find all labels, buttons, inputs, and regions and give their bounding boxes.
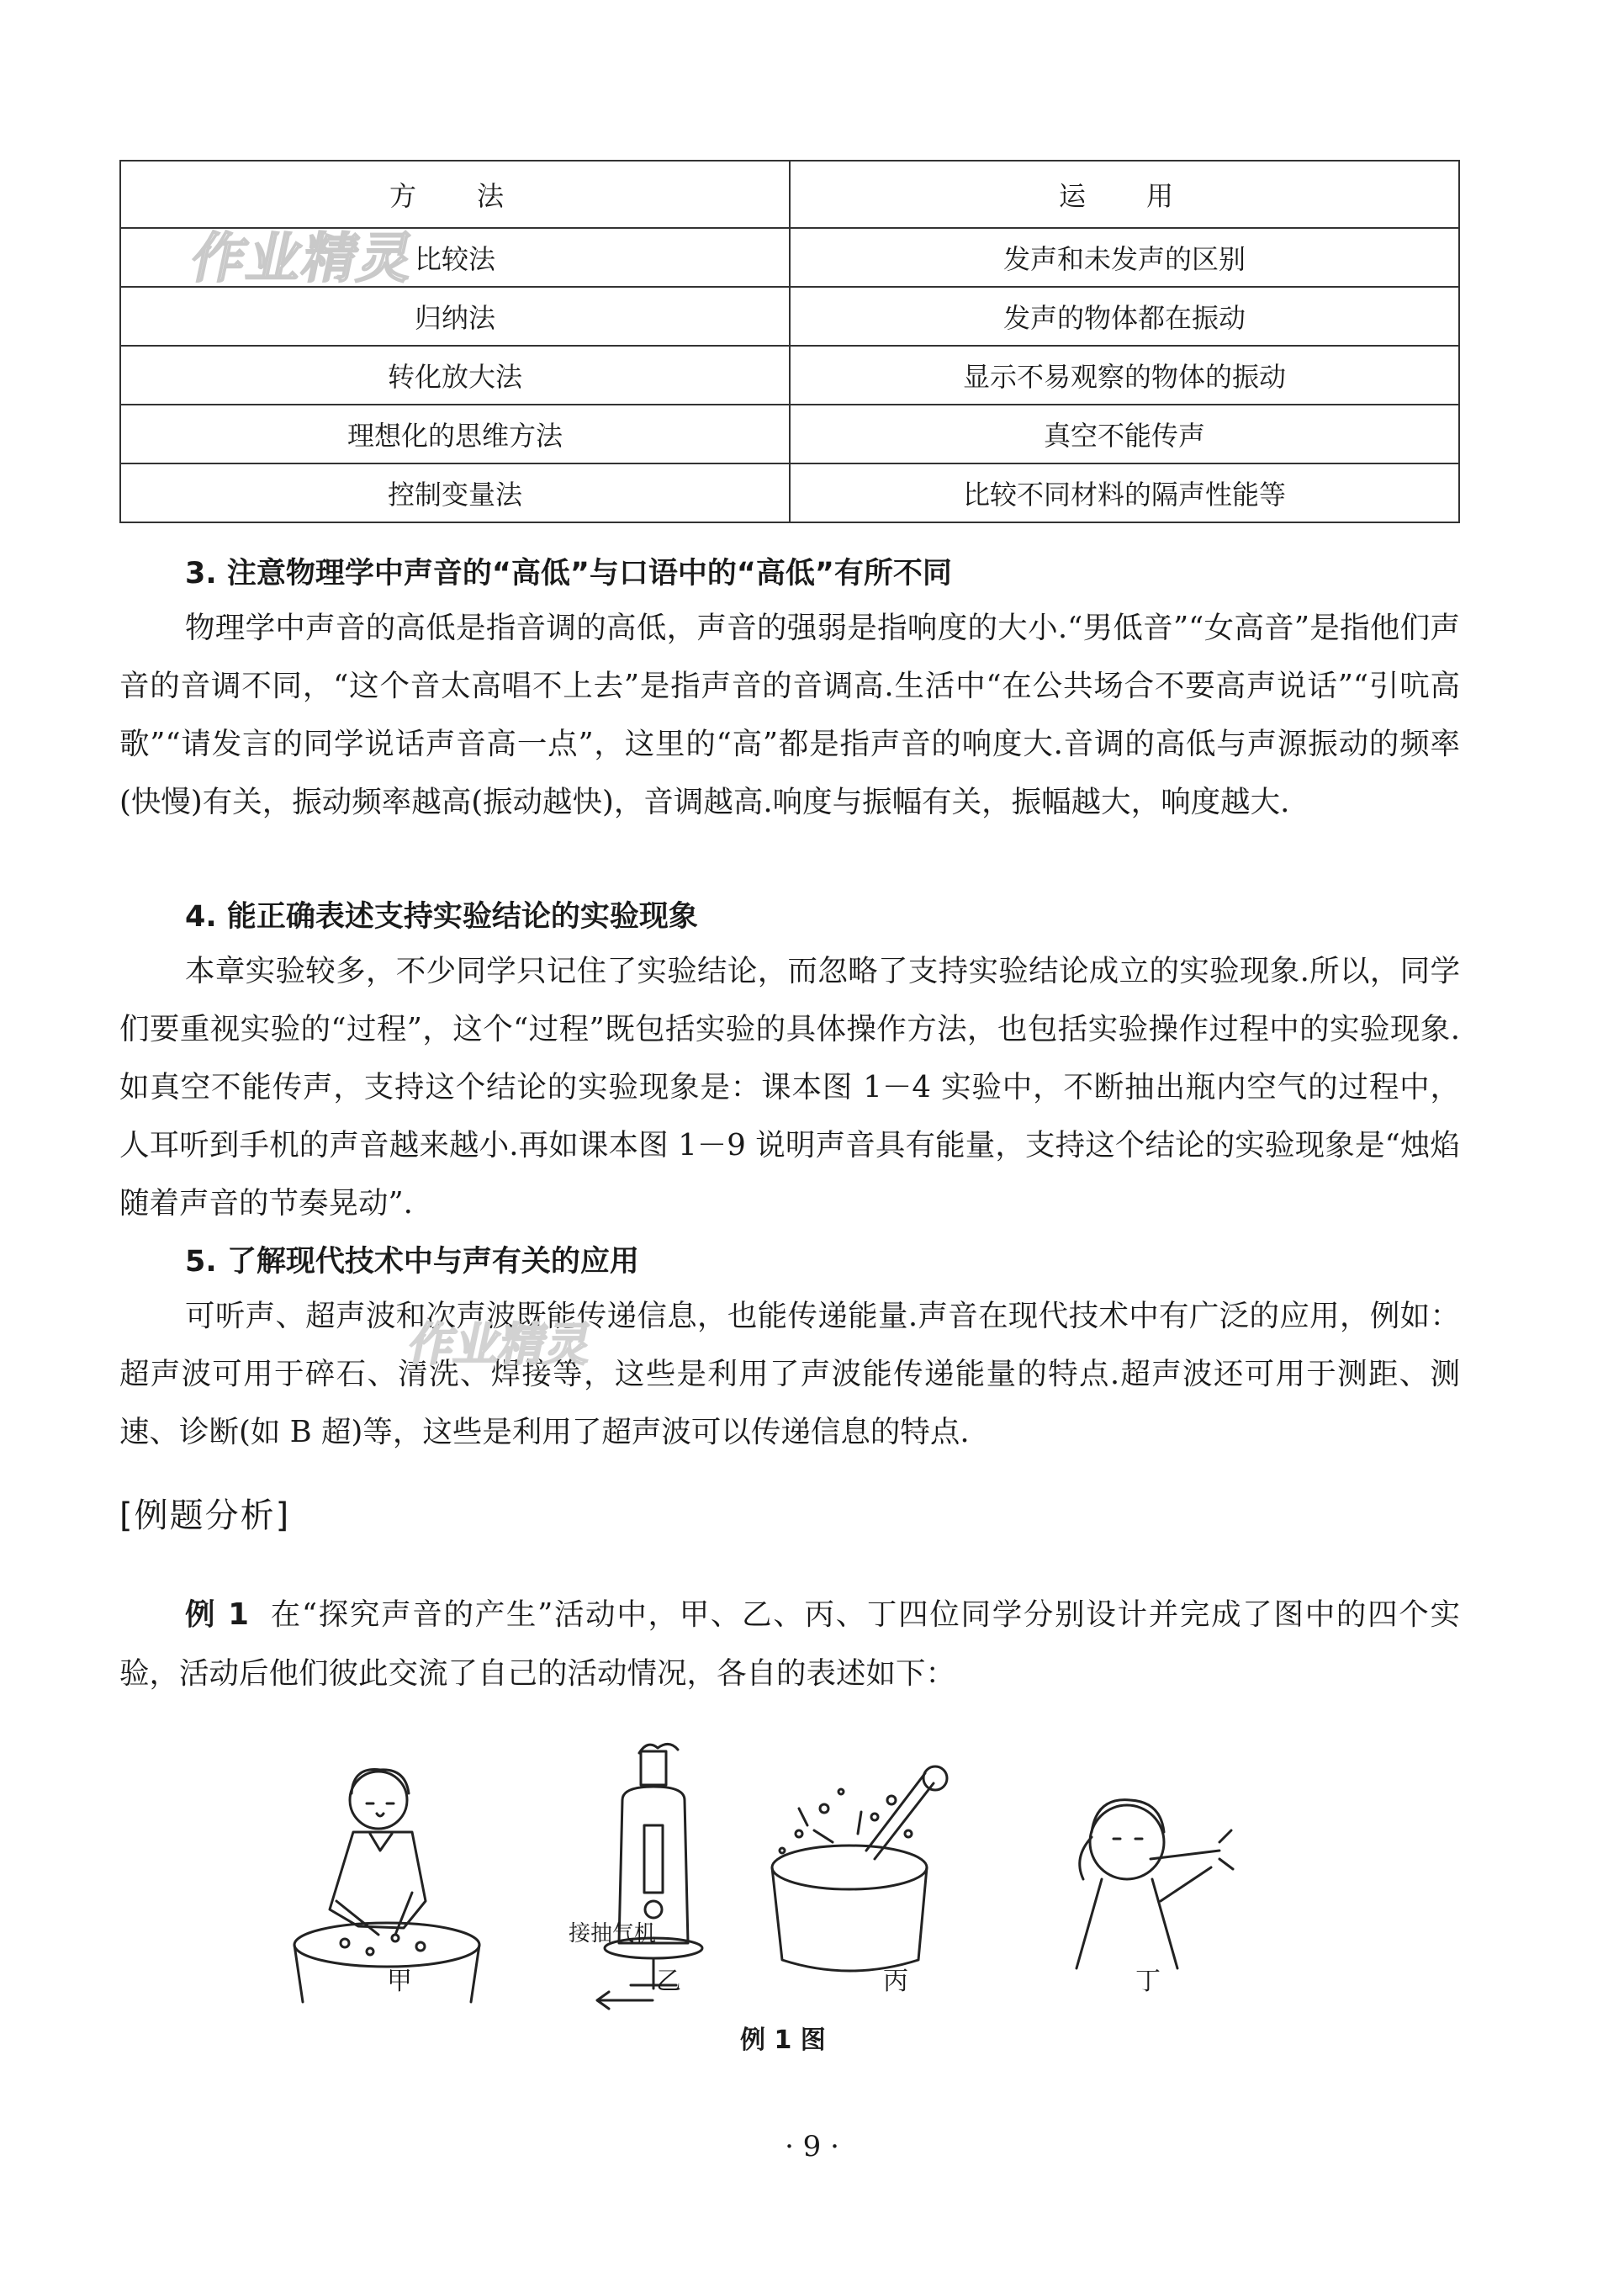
example-analysis-title: [例题分析] bbox=[119, 1496, 291, 1535]
table-cell: 控制变量法 bbox=[120, 463, 790, 522]
table-row bbox=[120, 405, 1459, 463]
table-cell: 发声和未发声的区别 bbox=[790, 228, 1459, 287]
figure-ding-illustration bbox=[1076, 1800, 1233, 1968]
table-cell: 比较法 bbox=[120, 228, 790, 287]
table-header-usage: 运 用 bbox=[790, 161, 1459, 228]
table-cell: 理想化的思维方法 bbox=[120, 405, 790, 463]
table-cell: 显示不易观察的物体的振动 bbox=[790, 346, 1459, 405]
table-row bbox=[120, 346, 1459, 405]
table-row bbox=[120, 287, 1459, 346]
table-header-method: 方 法 bbox=[120, 161, 790, 228]
figure-label-ding: 丁 bbox=[1135, 1967, 1161, 1996]
watermark-faint: 作业精灵 bbox=[404, 1318, 597, 1371]
section-body-4: 本章实验较多，不少同学只记住了实验结论，而忽略了支持实验结论成立的实验现象.所以，同学们要重视实验的“过程”，这个“过程”既包括实验的具体操作方法，也包括实验操作过程中的实验现象.如真空不能传声，支持这个结论的实验现象是：课本图 1－4 实验中，不断抽出瓶内空气的过程中，人耳听到手机的声音越来越小.再如课本图 1－9 说明声音具有能量，支持这个结论的实验现象是“烛焰随着声音的节奏晃动”. bbox=[119, 954, 1460, 1221]
example-1-label: 例 1 bbox=[185, 1597, 249, 1632]
figure-label-bing: 丙 bbox=[883, 1967, 908, 1996]
figure-label-jia: 甲 bbox=[387, 1967, 412, 1996]
section-heading-4: 4. 能正确表述支持实验结论的实验现象 bbox=[185, 900, 698, 934]
table-cell: 发声的物体都在振动 bbox=[790, 287, 1459, 346]
methods-table bbox=[119, 160, 1460, 523]
table-cell: 比较不同材料的隔声性能等 bbox=[790, 463, 1459, 522]
table-cell: 转化放大法 bbox=[120, 346, 790, 405]
figure-bing-illustration bbox=[772, 1766, 947, 1971]
page-number: · 9 · bbox=[785, 2130, 839, 2163]
example-1-text bbox=[119, 1586, 1460, 1703]
figure-yi-illustration bbox=[597, 1744, 702, 2009]
table-cell: 归纳法 bbox=[120, 287, 790, 346]
section-body-3: 物理学中声音的高低是指音调的高低，声音的强弱是指响度的大小.“男低音”“女高音”是指他们声音的音调不同，“这个音太高唱不上去”是指声音的音调高.生活中“在公共场合不要高声说话”“引吭高歌”“请发言的同学说话声音高一点”，这里的“高”都是指声音的响度大.音调的高低与声源振动的频率(快慢)有关，振动频率越高(振动越快)，音调越高.响度与振幅有关，振幅越大，响度越大. bbox=[119, 611, 1460, 819]
table-row bbox=[120, 463, 1459, 522]
figure-caption: 例 1 图 bbox=[740, 2026, 826, 2055]
table-cell: 真空不能传声 bbox=[790, 405, 1459, 463]
section-heading-5: 5. 了解现代技术中与声有关的应用 bbox=[185, 1245, 639, 1279]
example-1-body: 在“探究声音的产生”活动中，甲、乙、丙、丁四位同学分别设计并完成了图中的四个实验，活动后他们彼此交流了自己的活动情况，各自的表述如下： bbox=[119, 1597, 1460, 1691]
pump-label: 接抽气机 bbox=[569, 1921, 657, 1946]
section-body-5: 可听声、超声波和次声波既能传递信息，也能传递能量.声音在现代技术中有广泛的应用，例如：超声波可用于碎石、清洗、焊接等，这些是利用了声波能传递能量的特点.超声波还可用于测距、测速、诊断(如 B 超)等，这些是利用了超声波可以传递信息的特点. bbox=[119, 1299, 1460, 1449]
watermark: 作业精灵 bbox=[185, 228, 421, 290]
figure-label-yi: 乙 bbox=[656, 1967, 681, 1996]
section-heading-3: 3. 注意物理学中声音的“高低”与口语中的“高低”有所不同 bbox=[185, 557, 952, 591]
